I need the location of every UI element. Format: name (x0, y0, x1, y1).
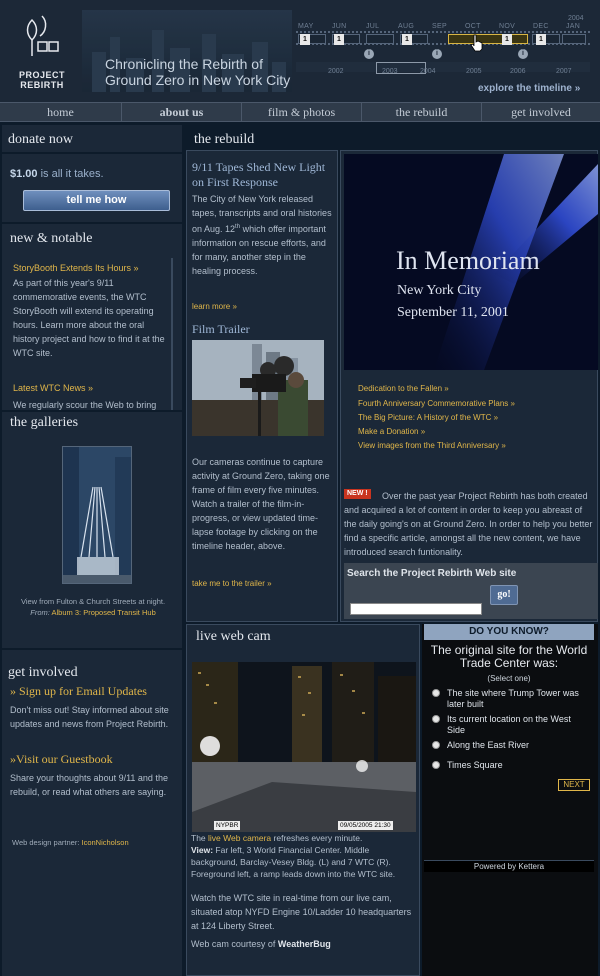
get-involved-heading: get involved (8, 665, 78, 680)
quiz-option[interactable] (432, 688, 582, 710)
search-input[interactable] (350, 603, 482, 615)
quiz-option-label: Along the East River (447, 740, 530, 750)
webcam-courtesy-label: Web cam courtesy of (191, 939, 276, 949)
memoriam-city: New York City (397, 283, 482, 298)
live-webcam-link[interactable]: live Web camera (208, 833, 272, 843)
timeline-filmstrip[interactable] (296, 31, 590, 45)
radio-button-icon[interactable] (432, 689, 440, 697)
webcam-stamp-time: 09/05/2005 21:30 (340, 822, 391, 829)
third-anniversary-link[interactable]: View images from the Third Anniversary » (358, 441, 506, 450)
gallery-caption-text: View from Fulton & Church Streets at night. (20, 597, 166, 606)
tribute-in-light-image[interactable] (344, 154, 598, 370)
nav-film-photos[interactable]: film & photos (242, 103, 362, 122)
transit-hub-illustration (63, 447, 132, 584)
main-nav (0, 102, 600, 122)
info-dot-icon[interactable]: i (364, 49, 374, 59)
timeline-selected-range[interactable] (448, 34, 528, 44)
powered-by-kettera[interactable]: Powered by Kettera (424, 860, 594, 872)
search-go-button[interactable]: go! (490, 585, 518, 605)
design-partner (12, 836, 129, 849)
tapes-story-body-pre: The City of New York released tapes, transcripts and oral histories on Aug. 12 (192, 194, 332, 234)
quiz-option[interactable] (432, 714, 582, 736)
webcam-image[interactable] (192, 662, 416, 832)
film-trailer-body: Our cameras continue to capture activity at Ground Zero, taking one frame of film every five minutes. Watch a trailer of the film-in-progress, or view updated time-lapse footage by clicking on the timeline header, above. (192, 457, 330, 551)
wtc-history-link[interactable]: The Big Picture: A History of the WTC » (358, 413, 499, 422)
year-label: 2007 (556, 68, 572, 75)
webcam-courtesy (191, 937, 331, 951)
site-search (344, 563, 598, 619)
webcam-view-body: Far left, 3 World Financial Center. Middle background, Barclay-Vesey Bldg. (L) and 7 WTC (R). Foreground left, a ramp leads down into the WTC site. (191, 845, 396, 879)
email-signup-body: Don't miss out! Stay informed about site updates and news from Project Rebirth. (10, 705, 169, 729)
info-dot-icon[interactable]: i (432, 49, 442, 59)
tapes-story-sup: th (235, 224, 241, 230)
logo-mark-icon (24, 12, 60, 62)
tapes-story-title[interactable]: 9/11 Tapes Shed New Light on First Response (192, 160, 326, 189)
tapes-story-body-post: which offer important information on rescue efforts, and for many, another step in the healing process. (192, 224, 326, 276)
trailer-link[interactable]: take me to the trailer » (192, 579, 272, 588)
explore-timeline-link[interactable]: explore the timeline » (478, 83, 581, 94)
hand-cursor-icon (470, 34, 484, 52)
radio-button-icon[interactable] (432, 761, 440, 769)
design-partner-link[interactable]: IconNicholson (81, 838, 129, 847)
webcam-stamp-left: NYPBR (216, 822, 239, 829)
donate-heading: donate now (8, 132, 73, 147)
radio-button-icon[interactable] (432, 715, 440, 723)
month-label: SEP (432, 23, 447, 30)
donate-amount-suffix: is all it takes. (37, 168, 104, 180)
search-label: Search the Project Rebirth Web site (347, 568, 517, 579)
year-label: 2006 (510, 68, 526, 75)
tagline-line-1: Chronicling the Rebirth of (105, 56, 263, 72)
month-label: JAN (566, 23, 581, 30)
frame-number: 1 (402, 34, 412, 45)
webcam-caption-post: refreshes every minute. (271, 833, 363, 843)
design-partner-label: Web design partner: (12, 838, 80, 847)
email-signup-link[interactable]: » Sign up for Email Updates (10, 684, 147, 698)
year-label: 2004 (420, 68, 436, 75)
logo-text-rebirth: REBIRTH (20, 80, 64, 90)
gallery-album-link[interactable]: Album 3: Proposed Transit Hub (51, 608, 156, 617)
frame-number: 1 (536, 34, 546, 45)
quiz-question: The original site for the World Trade Center was: (430, 643, 588, 670)
ground-zero-night-illustration (192, 662, 416, 832)
news-list (7, 258, 173, 410)
memoriam-date: September 11, 2001 (397, 305, 509, 320)
anniversary-plans-link[interactable]: Fourth Anniversary Commemorative Plans » (358, 399, 515, 408)
site-header (0, 0, 600, 102)
year-label: 2005 (466, 68, 482, 75)
frame-number: 1 (334, 34, 344, 45)
quiz-option-label: Times Square (447, 760, 503, 770)
learn-more-link[interactable]: learn more » (192, 302, 237, 311)
nav-about-us[interactable]: about us (122, 103, 242, 122)
memoriam-title: In Memoriam (396, 246, 540, 275)
dedication-link[interactable]: Dedication to the Fallen » (358, 384, 449, 393)
guestbook-body: Share your thoughts about 9/11 and the rebuild, or read what others are saying. (10, 773, 168, 797)
make-donation-link[interactable]: Make a Donation » (358, 427, 426, 436)
quiz-option-label: The site where Trump Tower was later built (447, 688, 579, 709)
nav-the-rebuild[interactable]: the rebuild (362, 103, 482, 122)
webcam-caption (191, 832, 415, 880)
news-storybooth-link[interactable]: StoryBooth Extends Its Hours » (13, 263, 139, 273)
tagline-line-2: Ground Zero in New York City (105, 72, 291, 88)
year-label: 2003 (382, 68, 398, 75)
webcam-view-label: View: (191, 845, 214, 855)
site-tagline (105, 56, 290, 88)
month-label: NOV (499, 23, 516, 30)
quiz-next-button[interactable]: NEXT (558, 779, 590, 791)
timeline-top-year: 2004 (568, 15, 584, 22)
film-trailer-title[interactable]: Film Trailer (192, 322, 250, 336)
film-trailer-thumbnail[interactable] (192, 340, 324, 436)
month-label: OCT (465, 23, 481, 30)
weatherbug-logo[interactable]: WeatherBug (277, 939, 331, 949)
rebuild-heading: the rebuild (194, 132, 255, 147)
camera-operator-illustration (192, 340, 324, 436)
month-label: MAY (298, 23, 314, 30)
new-badge: NEW ! (344, 489, 371, 499)
month-label: JUN (332, 23, 347, 30)
radio-button-icon[interactable] (432, 741, 440, 749)
month-label: JUL (366, 23, 380, 30)
quiz-heading: DO YOU KNOW? (424, 624, 594, 640)
news-latest-link[interactable]: Latest WTC News » (13, 383, 94, 393)
month-label: DEC (533, 23, 549, 30)
tell-me-how-button[interactable]: tell me how (23, 190, 170, 211)
webcam-caption-pre: The (191, 833, 209, 843)
gallery-caption-from: From: (30, 608, 50, 617)
guestbook-link[interactable]: »Visit our Guestbook (10, 752, 113, 766)
nav-get-involved[interactable]: get involved (511, 105, 571, 119)
quiz-option[interactable] (432, 760, 582, 771)
logo-text-project: PROJECT (18, 70, 65, 80)
gallery-thumbnail-image[interactable] (62, 446, 132, 584)
frame-number: 1 (300, 34, 310, 45)
search-announcement: Over the past year Project Rebirth has both created and acquired a lot of content in order to keep you abreast of the daily going's on at Ground Zero. In order to help you better find a specific article, amongst all the new content, we have introduced search funtionality. (344, 491, 593, 557)
year-label: 2002 (328, 68, 344, 75)
donate-amount-value: $1.00 (10, 168, 38, 180)
webcam-description: Watch the WTC site in real-time from our live cam, situated atop NYFD Engine 10/Ladder 10 headquarters at 124 Liberty Street. (191, 893, 412, 931)
gallery-caption (4, 596, 182, 618)
nav-home[interactable]: home (0, 103, 122, 122)
quiz-select-one: (Select one) (487, 674, 531, 683)
tapes-story-body (192, 192, 332, 278)
quiz-option-label: Its current location on the West Side (447, 714, 571, 735)
news-storybooth-body: As part of this year's 9/11 commemorative events, the WTC StoryBooth will extend its operating hours. Learn more about the oral history project and how to find it at the WTC site. (13, 278, 165, 358)
webcam-heading: live web cam (196, 629, 271, 644)
galleries-heading: the galleries (10, 415, 79, 430)
frame-number: 1 (502, 34, 512, 45)
quiz-option[interactable] (432, 740, 582, 751)
timeline-navigator[interactable] (292, 12, 592, 78)
news-latest-body: We regularly scour the Web to bring (13, 400, 157, 410)
month-label: AUG (398, 23, 415, 30)
new-notable-heading: new & notable (10, 231, 93, 246)
project-rebirth-logo[interactable] (10, 8, 74, 94)
donate-amount (10, 168, 104, 181)
info-dot-icon[interactable]: i (518, 49, 528, 59)
